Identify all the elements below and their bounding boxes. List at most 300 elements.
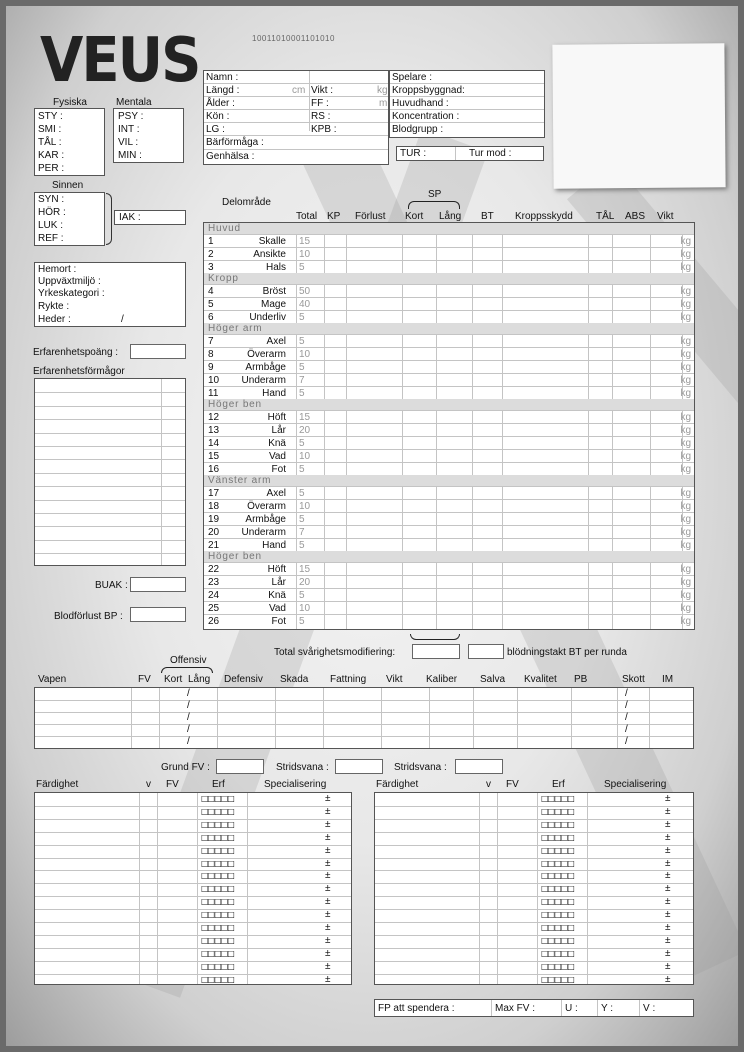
body-header-2: Förlust bbox=[355, 211, 386, 222]
tal-label: TÅL : bbox=[38, 137, 62, 148]
skill-left-checkboxes[interactable]: □□□□□ bbox=[201, 897, 234, 907]
erfarenhetsformagor-box[interactable] bbox=[34, 378, 186, 566]
body-row[interactable] bbox=[204, 538, 694, 551]
skill-left-col-line bbox=[157, 793, 158, 984]
skill-right-checkboxes[interactable]: □□□□□ bbox=[541, 858, 574, 868]
skill-right-plusminus[interactable]: ± bbox=[665, 805, 671, 817]
row-total: 15 bbox=[299, 412, 311, 423]
skill-left-checkboxes[interactable]: □□□□□ bbox=[201, 858, 234, 868]
row-total: 5 bbox=[299, 590, 305, 601]
row-unit: kg bbox=[680, 603, 691, 614]
stridsvana2-label: Stridsvana : bbox=[394, 762, 447, 773]
weapon-line bbox=[35, 712, 693, 713]
skill-left-header-2: FV bbox=[166, 779, 179, 790]
weapon-slash: / bbox=[625, 700, 628, 711]
row-total: 5 bbox=[299, 388, 305, 399]
body-row[interactable] bbox=[204, 310, 694, 323]
row-part: Underliv bbox=[249, 312, 286, 323]
delomrade-label: Delområde bbox=[222, 197, 271, 208]
body-header-3: Kort bbox=[405, 211, 424, 222]
heder-slash: / bbox=[121, 314, 124, 325]
row-number: 18 bbox=[208, 501, 220, 512]
langd-label: Längd : bbox=[206, 85, 240, 96]
skill-right-checkboxes[interactable]: □□□□□ bbox=[541, 845, 574, 855]
cm-unit: cm bbox=[292, 85, 306, 96]
skill-left-line bbox=[35, 922, 351, 923]
fysiska-box[interactable] bbox=[34, 108, 105, 176]
body-section-3: Höger ben bbox=[204, 399, 694, 410]
skill-right-checkboxes[interactable]: □□□□□ bbox=[541, 935, 574, 945]
weapon-header-9: Salva bbox=[480, 674, 506, 685]
skill-right-plusminus[interactable]: ± bbox=[665, 960, 671, 972]
skill-left-checkboxes[interactable]: □□□□□ bbox=[201, 871, 234, 881]
huvudhand-label: Huvudhand : bbox=[392, 98, 449, 109]
body-table[interactable] bbox=[203, 222, 695, 630]
skill-right-plusminus[interactable]: ± bbox=[665, 818, 671, 830]
total-brace bbox=[410, 634, 460, 640]
row-part: Mage bbox=[260, 299, 286, 310]
body-header-4: Lång bbox=[439, 211, 462, 222]
row-unit: kg bbox=[680, 388, 691, 399]
row-unit: kg bbox=[680, 412, 691, 423]
row-total: 10 bbox=[299, 349, 311, 360]
row-total: 7 bbox=[299, 527, 305, 538]
skill-left-plusminus[interactable]: ± bbox=[325, 973, 331, 985]
row-part: Armbåge bbox=[245, 362, 286, 373]
row-number: 15 bbox=[208, 451, 220, 462]
skill-left-line bbox=[35, 883, 351, 884]
skill-right-plusminus[interactable]: ± bbox=[665, 883, 671, 895]
skills-left-header bbox=[34, 779, 352, 791]
erf-line bbox=[35, 553, 185, 554]
skill-left-plusminus[interactable]: ± bbox=[325, 934, 331, 946]
row-number: 20 bbox=[208, 527, 220, 538]
weapon-header-11: PB bbox=[574, 674, 588, 685]
row-part: Bröst bbox=[262, 286, 286, 297]
skill-right-col-line bbox=[587, 793, 588, 984]
skill-right-checkboxes[interactable]: □□□□□ bbox=[541, 819, 574, 829]
row-number: 16 bbox=[208, 464, 220, 475]
row-part: Lår bbox=[271, 577, 286, 588]
ref-label: REF : bbox=[38, 233, 64, 244]
background-box[interactable] bbox=[34, 262, 186, 327]
skill-right-line bbox=[375, 858, 693, 859]
row-unit: kg bbox=[680, 375, 691, 386]
body-row[interactable] bbox=[204, 386, 694, 399]
weapon-col-line bbox=[159, 688, 160, 748]
blodning-field[interactable] bbox=[468, 644, 504, 659]
skill-right-plusminus[interactable]: ± bbox=[665, 934, 671, 946]
skill-left-plusminus[interactable]: ± bbox=[325, 922, 331, 933]
body-row[interactable] bbox=[204, 575, 694, 588]
row-number: 7 bbox=[208, 336, 214, 347]
footer-box[interactable] bbox=[374, 999, 694, 1017]
min-label: MIN : bbox=[118, 150, 142, 161]
erf-line bbox=[35, 459, 185, 460]
erfarenhetsformagor-label: Erfarenhetsförmågor bbox=[33, 366, 125, 377]
skill-left-plusminus[interactable]: ± bbox=[325, 805, 331, 817]
weapon-header-10: Kvalitet bbox=[524, 674, 557, 685]
skill-left-plusminus[interactable]: ± bbox=[325, 883, 331, 895]
blodforlust-field[interactable] bbox=[130, 607, 186, 622]
row-unit: kg bbox=[680, 249, 691, 260]
skill-right-checkboxes[interactable]: □□□□□ bbox=[541, 923, 574, 932]
blodning-label: blödningstakt BT per runda bbox=[507, 647, 627, 658]
skill-left-line bbox=[35, 858, 351, 859]
weapons-header bbox=[34, 674, 694, 686]
skill-left-plusminus[interactable]: ± bbox=[325, 857, 331, 869]
rs-label: RS : bbox=[311, 111, 331, 122]
skill-left-header-0: Färdighet bbox=[36, 779, 79, 790]
erf-line bbox=[35, 513, 185, 514]
body-row[interactable] bbox=[204, 247, 694, 260]
skill-left-checkboxes[interactable]: □□□□□ bbox=[201, 884, 234, 894]
blodforlust-label: Blodförlust BP : bbox=[54, 611, 123, 622]
genhalsa-label: Genhälsa : bbox=[206, 151, 255, 162]
skill-right-plusminus[interactable]: ± bbox=[665, 896, 671, 908]
stridsvana1-field[interactable] bbox=[335, 759, 383, 774]
skill-right-header-1: v bbox=[486, 779, 491, 790]
skill-right-checkboxes[interactable]: □□□□□ bbox=[541, 794, 574, 803]
skill-right-header-3: Erf bbox=[552, 779, 565, 790]
row-total: 10 bbox=[299, 501, 311, 512]
row-part: Skalle bbox=[258, 236, 286, 247]
skill-left-checkboxes[interactable]: □□□□□ bbox=[201, 910, 234, 920]
weapons-table[interactable] bbox=[34, 687, 694, 749]
row-number: 6 bbox=[208, 312, 214, 323]
player-box[interactable] bbox=[389, 70, 545, 138]
skill-left-line bbox=[35, 909, 351, 910]
row-part: Axel bbox=[266, 488, 286, 499]
skill-right-line bbox=[375, 909, 693, 910]
row-unit: kg bbox=[680, 451, 691, 462]
skill-right-line bbox=[375, 922, 693, 923]
skill-left-plusminus[interactable]: ± bbox=[325, 909, 331, 921]
row-part: Hand bbox=[262, 388, 286, 399]
body-row[interactable] bbox=[204, 260, 694, 273]
body-row[interactable] bbox=[204, 234, 694, 247]
barformaga-label: Bärförmåga : bbox=[206, 137, 264, 148]
row-number: 17 bbox=[208, 488, 220, 499]
body-row[interactable] bbox=[204, 436, 694, 449]
row-unit: kg bbox=[680, 299, 691, 310]
skill-right-checkboxes[interactable]: □□□□□ bbox=[541, 897, 574, 907]
skill-right-checkboxes[interactable]: □□□□□ bbox=[541, 974, 574, 984]
info-box[interactable] bbox=[203, 70, 389, 165]
skill-right-line bbox=[375, 806, 693, 807]
row-unit: kg bbox=[680, 312, 691, 323]
offensiv-label: Offensiv bbox=[170, 655, 207, 666]
weapon-col-line bbox=[217, 688, 218, 748]
skill-left-checkboxes[interactable]: □□□□□ bbox=[201, 961, 234, 971]
skill-left-line bbox=[35, 974, 351, 975]
weapon-header-5: Skada bbox=[280, 674, 309, 685]
weapon-header-7: Vikt bbox=[386, 674, 403, 685]
skill-left-line bbox=[35, 935, 351, 936]
skill-left-plusminus[interactable]: ± bbox=[325, 844, 331, 856]
yrkeskategori-label: Yrkeskategori : bbox=[38, 288, 105, 299]
row-total: 50 bbox=[299, 286, 311, 297]
row-part: Överarm bbox=[247, 501, 286, 512]
fysiska-title: Fysiska bbox=[53, 97, 87, 108]
row-unit: kg bbox=[680, 236, 691, 247]
row-part: Axel bbox=[266, 336, 286, 347]
body-section-5: Höger ben bbox=[204, 551, 694, 562]
u-label: U : bbox=[565, 1003, 578, 1014]
v-label: V : bbox=[643, 1003, 656, 1014]
skill-left-col-line bbox=[139, 793, 140, 984]
vil-label: VIL : bbox=[118, 137, 139, 148]
kpb-label: KPB : bbox=[311, 124, 337, 135]
row-part: Vad bbox=[268, 451, 286, 462]
skill-right-line bbox=[375, 896, 693, 897]
stridsvana1-label: Stridsvana : bbox=[276, 762, 329, 773]
skill-left-checkboxes[interactable]: □□□□□ bbox=[201, 935, 234, 945]
iak-field[interactable] bbox=[114, 210, 186, 225]
body-header-7: TÅL bbox=[596, 211, 615, 222]
maxfv-label: Max FV : bbox=[495, 1003, 536, 1014]
skill-left-checkboxes[interactable]: □□□□□ bbox=[201, 819, 234, 829]
row-number: 23 bbox=[208, 577, 220, 588]
skills-left-table[interactable] bbox=[34, 792, 352, 985]
row-part: Armbåge bbox=[245, 514, 286, 525]
body-row[interactable] bbox=[204, 347, 694, 360]
skill-right-plusminus[interactable]: ± bbox=[665, 793, 671, 804]
row-part: Underarm bbox=[241, 375, 286, 386]
skill-left-line bbox=[35, 961, 351, 962]
skill-right-line bbox=[375, 948, 693, 949]
skill-left-line bbox=[35, 870, 351, 871]
body-row[interactable] bbox=[204, 410, 694, 423]
spelare-label: Spelare : bbox=[392, 72, 433, 83]
row-number: 25 bbox=[208, 603, 220, 614]
uppvaxtmiljo-label: Uppväxtmiljö : bbox=[38, 276, 101, 287]
row-total: 5 bbox=[299, 514, 305, 525]
veus-logo: VEUS bbox=[40, 24, 200, 97]
row-number: 2 bbox=[208, 249, 214, 260]
row-unit: kg bbox=[680, 564, 691, 575]
stridsvana2-field[interactable] bbox=[455, 759, 503, 774]
skills-right-header bbox=[374, 779, 694, 791]
body-header-0: Total bbox=[296, 211, 318, 222]
skill-right-checkboxes[interactable]: □□□□□ bbox=[541, 948, 574, 958]
row-part: Fot bbox=[271, 464, 286, 475]
row-total: 5 bbox=[299, 488, 305, 499]
row-part: Höft bbox=[267, 412, 286, 423]
skill-left-line bbox=[35, 806, 351, 807]
weapon-line bbox=[35, 736, 693, 737]
row-total: 7 bbox=[299, 375, 305, 386]
skill-right-col-line bbox=[537, 793, 538, 984]
row-unit: kg bbox=[680, 464, 691, 475]
weapon-slash: / bbox=[187, 712, 190, 723]
mentala-box[interactable] bbox=[113, 108, 184, 163]
skill-left-checkboxes[interactable]: □□□□□ bbox=[201, 974, 234, 984]
body-row[interactable] bbox=[204, 562, 694, 575]
body-row[interactable] bbox=[204, 449, 694, 462]
skill-right-plusminus[interactable]: ± bbox=[665, 870, 671, 882]
row-total: 15 bbox=[299, 236, 311, 247]
row-number: 14 bbox=[208, 438, 220, 449]
weapon-col-line bbox=[517, 688, 518, 748]
skills-right-table[interactable] bbox=[374, 792, 694, 985]
skill-right-checkboxes[interactable]: □□□□□ bbox=[541, 910, 574, 920]
body-row[interactable] bbox=[204, 360, 694, 373]
body-row[interactable] bbox=[204, 423, 694, 436]
sinnen-box[interactable] bbox=[34, 192, 105, 246]
body-row[interactable] bbox=[204, 297, 694, 310]
body-section-4: Vänster arm bbox=[204, 475, 694, 486]
skill-left-checkboxes[interactable]: □□□□□ bbox=[201, 794, 234, 803]
smi-label: SMI : bbox=[38, 124, 62, 135]
skill-right-checkboxes[interactable]: □□□□□ bbox=[541, 806, 574, 816]
per-label: PER : bbox=[38, 163, 65, 174]
psy-label: PSY : bbox=[118, 111, 144, 122]
row-unit: kg bbox=[680, 438, 691, 449]
row-part: Hand bbox=[262, 540, 286, 551]
row-number: 24 bbox=[208, 590, 220, 601]
body-row[interactable] bbox=[204, 334, 694, 347]
body-row[interactable] bbox=[204, 486, 694, 499]
skill-right-plusminus[interactable]: ± bbox=[665, 844, 671, 856]
body-row[interactable] bbox=[204, 373, 694, 386]
skill-right-plusminus[interactable]: ± bbox=[665, 831, 671, 843]
erf-line bbox=[35, 392, 185, 393]
total-svarighet-field[interactable] bbox=[412, 644, 460, 659]
buak-field[interactable] bbox=[130, 577, 186, 592]
skill-left-checkboxes[interactable]: □□□□□ bbox=[201, 923, 234, 932]
row-total: 10 bbox=[299, 451, 311, 462]
body-row[interactable] bbox=[204, 525, 694, 538]
row-part: Knä bbox=[268, 438, 286, 449]
weapon-slash: / bbox=[625, 712, 628, 723]
skill-left-plusminus[interactable]: ± bbox=[325, 831, 331, 843]
body-row[interactable] bbox=[204, 462, 694, 475]
skill-right-header-4: Specialisering bbox=[604, 779, 667, 790]
row-unit: kg bbox=[680, 501, 691, 512]
erfarenhetspoang-label: Erfarenhetspoäng : bbox=[33, 347, 119, 358]
skill-right-line bbox=[375, 832, 693, 833]
erf-line bbox=[35, 540, 185, 541]
offensiv-brace bbox=[161, 667, 213, 673]
skill-right-plusminus[interactable]: ± bbox=[665, 947, 671, 959]
body-row[interactable] bbox=[204, 588, 694, 601]
skill-left-plusminus[interactable]: ± bbox=[325, 947, 331, 959]
skill-right-checkboxes[interactable]: □□□□□ bbox=[541, 832, 574, 842]
hor-label: HÖR : bbox=[38, 207, 66, 218]
skill-left-line bbox=[35, 845, 351, 846]
body-row[interactable] bbox=[204, 601, 694, 614]
skill-right-checkboxes[interactable]: □□□□□ bbox=[541, 961, 574, 971]
row-number: 19 bbox=[208, 514, 220, 525]
row-number: 13 bbox=[208, 425, 220, 436]
alder-label: Ålder : bbox=[206, 98, 235, 109]
skill-left-plusminus[interactable]: ± bbox=[325, 896, 331, 908]
sinnen-title: Sinnen bbox=[52, 180, 84, 191]
skill-left-plusminus[interactable]: ± bbox=[325, 960, 331, 972]
erf-line bbox=[35, 433, 185, 434]
row-total: 20 bbox=[299, 425, 311, 436]
body-row[interactable] bbox=[204, 284, 694, 297]
row-part: Höft bbox=[267, 564, 286, 575]
skill-right-plusminus[interactable]: ± bbox=[665, 857, 671, 869]
body-row[interactable] bbox=[204, 614, 694, 627]
skill-left-col-line bbox=[197, 793, 198, 984]
row-unit: kg bbox=[680, 362, 691, 373]
body-row[interactable] bbox=[204, 499, 694, 512]
weapon-col-line bbox=[571, 688, 572, 748]
row-total: 5 bbox=[299, 336, 305, 347]
skill-right-plusminus[interactable]: ± bbox=[665, 909, 671, 921]
row-total: 10 bbox=[299, 249, 311, 260]
skill-left-checkboxes[interactable]: □□□□□ bbox=[201, 806, 234, 816]
row-part: Lår bbox=[271, 425, 286, 436]
luk-label: LUK : bbox=[38, 220, 64, 231]
row-total: 15 bbox=[299, 564, 311, 575]
namn-label: Namn : bbox=[206, 72, 239, 83]
grund-fv-field[interactable] bbox=[216, 759, 264, 774]
kar-label: KAR : bbox=[38, 150, 65, 161]
kg-unit: kg bbox=[377, 85, 388, 96]
sinnen-brace bbox=[106, 193, 112, 245]
weapon-col-line bbox=[381, 688, 382, 748]
row-total: 5 bbox=[299, 616, 305, 627]
y-label: Y : bbox=[601, 1003, 614, 1014]
skill-right-checkboxes[interactable]: □□□□□ bbox=[541, 871, 574, 881]
row-unit: kg bbox=[680, 540, 691, 551]
skill-left-checkboxes[interactable]: □□□□□ bbox=[201, 832, 234, 842]
row-number: 5 bbox=[208, 299, 214, 310]
body-header-9: Vikt bbox=[657, 211, 674, 222]
row-unit: kg bbox=[680, 616, 691, 627]
skill-left-line bbox=[35, 948, 351, 949]
skill-right-checkboxes[interactable]: □□□□□ bbox=[541, 884, 574, 894]
erfarenhetspoang-field[interactable] bbox=[130, 344, 186, 359]
heder-label: Heder : bbox=[38, 314, 71, 325]
weapon-col-line bbox=[617, 688, 618, 748]
body-row[interactable] bbox=[204, 512, 694, 525]
skill-right-plusminus[interactable]: ± bbox=[665, 922, 671, 933]
skill-left-checkboxes[interactable]: □□□□□ bbox=[201, 948, 234, 958]
row-part: Vad bbox=[268, 603, 286, 614]
row-unit: kg bbox=[680, 425, 691, 436]
skill-left-header-1: v bbox=[146, 779, 151, 790]
row-total: 5 bbox=[299, 262, 305, 273]
erf-line bbox=[35, 446, 185, 447]
skill-left-plusminus[interactable]: ± bbox=[325, 870, 331, 882]
kon-label: Kön : bbox=[206, 111, 230, 122]
mentala-title: Mentala bbox=[116, 97, 152, 108]
skill-left-plusminus[interactable]: ± bbox=[325, 793, 331, 804]
skill-left-checkboxes[interactable]: □□□□□ bbox=[201, 845, 234, 855]
erf-line bbox=[35, 406, 185, 407]
skill-left-plusminus[interactable]: ± bbox=[325, 818, 331, 830]
row-number: 9 bbox=[208, 362, 214, 373]
body-header-6: Kroppsskydd bbox=[515, 211, 573, 222]
blodgrupp-label: Blodgrupp : bbox=[392, 124, 444, 135]
photo-frame[interactable] bbox=[552, 43, 725, 188]
binary-text: 10011010001101010 bbox=[252, 34, 335, 43]
erf-line bbox=[35, 419, 185, 420]
hemort-label: Hemort : bbox=[38, 264, 77, 275]
syn-label: SYN : bbox=[38, 194, 65, 205]
row-part: Knä bbox=[268, 590, 286, 601]
erf-col bbox=[161, 379, 162, 565]
tur-box[interactable] bbox=[396, 146, 544, 161]
tur-label: TUR : bbox=[400, 148, 427, 159]
skill-right-plusminus[interactable]: ± bbox=[665, 973, 671, 985]
weapon-line bbox=[35, 724, 693, 725]
